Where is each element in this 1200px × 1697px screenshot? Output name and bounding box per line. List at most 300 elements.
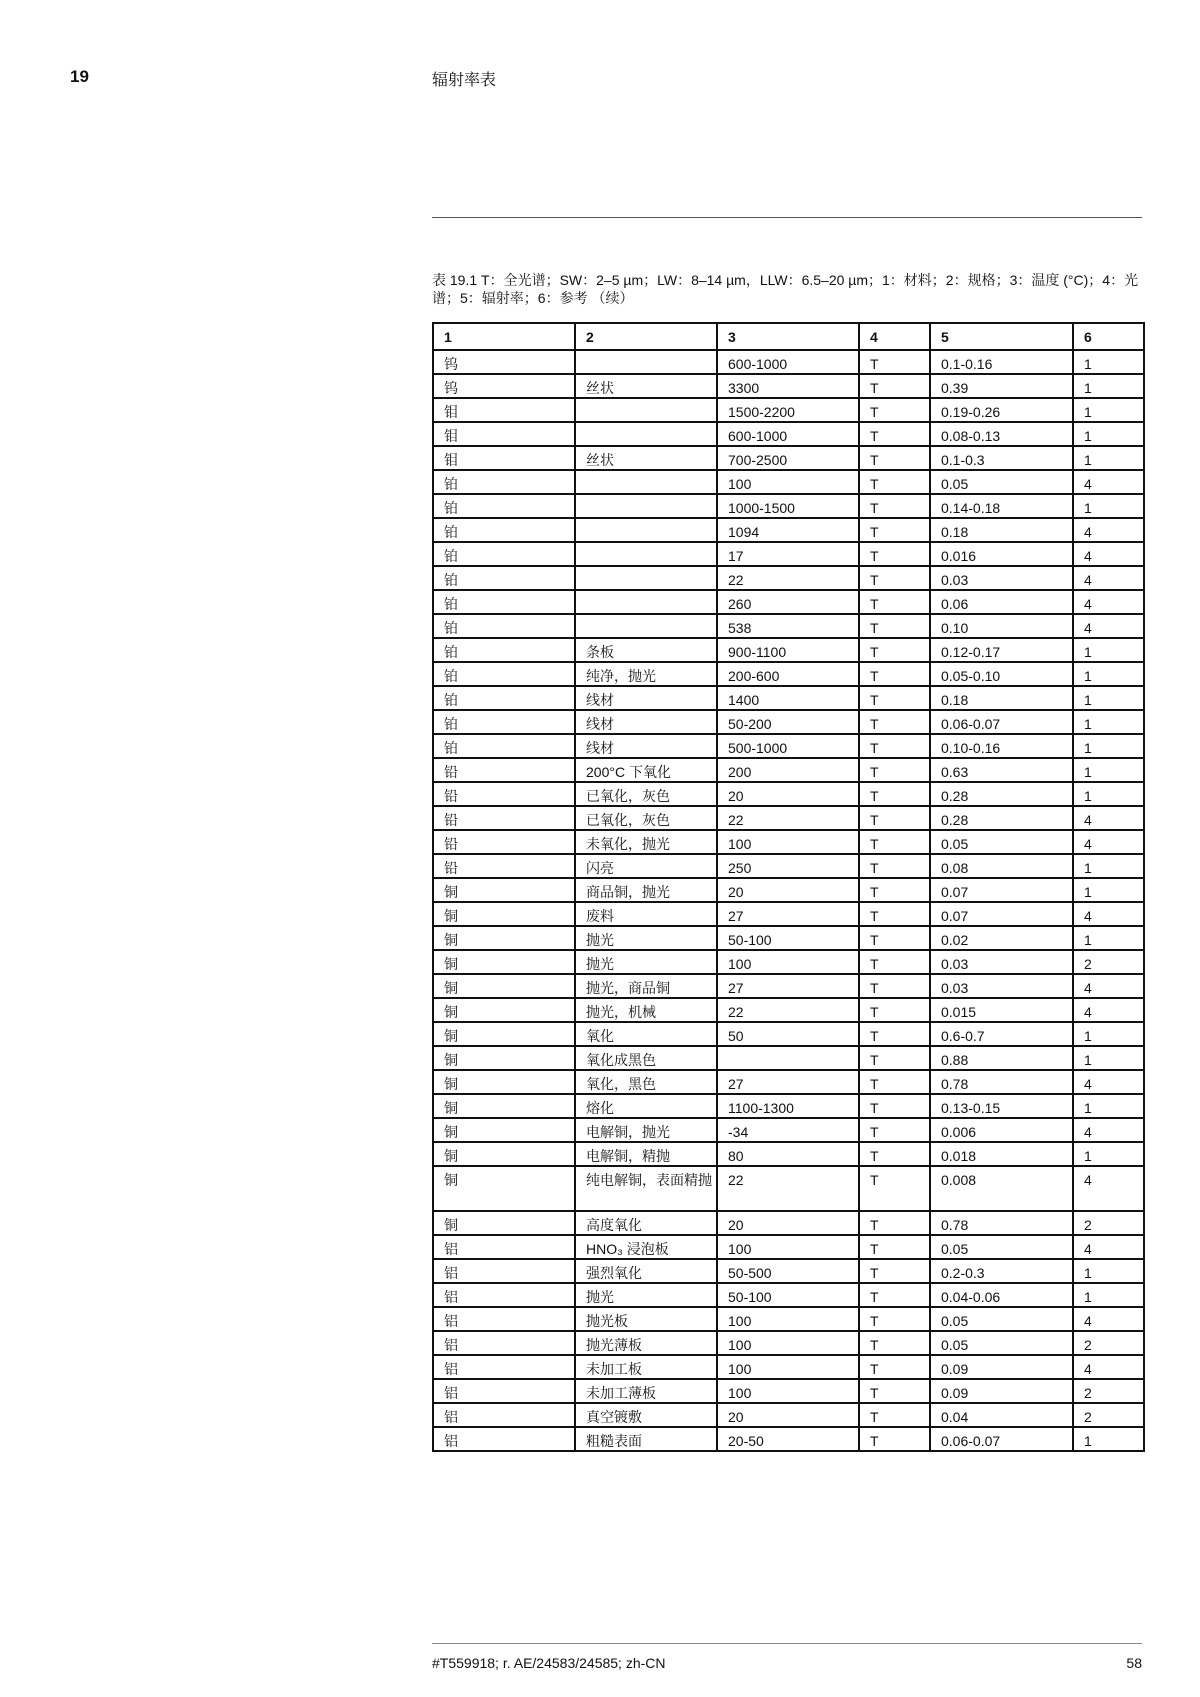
cell-temperature: 100 (717, 470, 859, 494)
cell-spec: 真空镀敷 (575, 1403, 717, 1427)
cell-spec: 已氧化，灰色 (575, 782, 717, 806)
cell-spectrum: T (859, 1118, 930, 1142)
cell-reference: 1 (1073, 350, 1144, 374)
table-row (433, 590, 1144, 614)
cell-spectrum: T (859, 830, 930, 854)
cell-reference: 4 (1073, 974, 1144, 998)
table-row (433, 950, 1144, 974)
table-row (433, 374, 1144, 398)
cell-temperature: 600-1000 (717, 422, 859, 446)
cell-temperature: 27 (717, 974, 859, 998)
cell-reference: 1 (1073, 494, 1144, 518)
cell-material: 铜 (433, 998, 575, 1022)
cell-material: 铝 (433, 1379, 575, 1403)
cell-material: 铜 (433, 1142, 575, 1166)
cell-material: 铅 (433, 782, 575, 806)
cell-emissivity: 0.6-0.7 (930, 1022, 1073, 1046)
cell-material: 铜 (433, 1046, 575, 1070)
cell-emissivity: 0.09 (930, 1379, 1073, 1403)
table-caption: 表 19.1 T：全光谱；SW：2–5 µm；LW：8–14 µm，LLW：6.5–20 µm；1：材料；2：规格；3：温度 (°C)；4：光谱；5：辐射率；6：参考 （续） (432, 272, 1139, 306)
table-row (433, 1022, 1144, 1046)
cell-material: 铂 (433, 662, 575, 686)
cell-material: 铅 (433, 854, 575, 878)
table-row (433, 1307, 1144, 1331)
cell-temperature: 100 (717, 1307, 859, 1331)
cell-emissivity: 0.04-0.06 (930, 1283, 1073, 1307)
table-row (433, 398, 1144, 422)
cell-reference: 1 (1073, 1427, 1144, 1451)
cell-reference: 4 (1073, 590, 1144, 614)
cell-spectrum: T (859, 1166, 930, 1211)
cell-temperature: 500-1000 (717, 734, 859, 758)
cell-material: 铜 (433, 1211, 575, 1235)
cell-emissivity: 0.18 (930, 686, 1073, 710)
cell-emissivity: 0.06-0.07 (930, 1427, 1073, 1451)
cell-temperature: 100 (717, 950, 859, 974)
table-row (433, 1427, 1144, 1451)
cell-reference: 1 (1073, 398, 1144, 422)
cell-spectrum: T (859, 446, 930, 470)
cell-spec (575, 422, 717, 446)
cell-emissivity: 0.10 (930, 614, 1073, 638)
cell-spec: 闪亮 (575, 854, 717, 878)
cell-material: 铜 (433, 1022, 575, 1046)
table-row (433, 614, 1144, 638)
table-body (433, 350, 1144, 1451)
column-header-material: 1 (433, 323, 575, 350)
table-row (433, 998, 1144, 1022)
cell-temperature: 17 (717, 542, 859, 566)
cell-spec: 熔化 (575, 1094, 717, 1118)
table-row (433, 1070, 1144, 1094)
cell-material: 铝 (433, 1331, 575, 1355)
cell-spec: 线材 (575, 686, 717, 710)
cell-temperature: 27 (717, 1070, 859, 1094)
chapter-title: 辐射率表 (432, 72, 497, 89)
cell-reference: 4 (1073, 614, 1144, 638)
cell-spectrum: T (859, 422, 930, 446)
cell-temperature: 22 (717, 566, 859, 590)
column-header-spec: 2 (575, 323, 717, 350)
cell-spec: 抛光 (575, 926, 717, 950)
table-row (433, 1403, 1144, 1427)
top-rule (432, 217, 1142, 218)
cell-reference: 1 (1073, 446, 1144, 470)
cell-reference: 1 (1073, 710, 1144, 734)
cell-material: 铜 (433, 926, 575, 950)
cell-material: 铝 (433, 1403, 575, 1427)
cell-reference: 2 (1073, 1403, 1144, 1427)
chapter-number: 19 (70, 67, 89, 86)
table-row (433, 734, 1144, 758)
table-row (433, 1046, 1144, 1070)
cell-reference: 4 (1073, 1235, 1144, 1259)
cell-spectrum: T (859, 926, 930, 950)
footer-doc-id: #T559918; r. AE/24583/24585; zh-CN (432, 1655, 666, 1671)
cell-reference: 1 (1073, 1046, 1144, 1070)
cell-spec (575, 566, 717, 590)
cell-spec: 抛光，商品铜 (575, 974, 717, 998)
cell-temperature: 22 (717, 998, 859, 1022)
cell-emissivity: 0.05-0.10 (930, 662, 1073, 686)
cell-emissivity: 0.2-0.3 (930, 1259, 1073, 1283)
cell-temperature: 200-600 (717, 662, 859, 686)
cell-reference: 4 (1073, 1166, 1144, 1211)
table-row (433, 1094, 1144, 1118)
cell-temperature: 1400 (717, 686, 859, 710)
cell-reference: 1 (1073, 1259, 1144, 1283)
cell-spectrum: T (859, 518, 930, 542)
cell-spectrum: T (859, 1259, 930, 1283)
cell-spectrum: T (859, 1046, 930, 1070)
cell-spec (575, 518, 717, 542)
cell-spectrum: T (859, 854, 930, 878)
table-row (433, 710, 1144, 734)
cell-temperature: 100 (717, 1355, 859, 1379)
cell-material: 铝 (433, 1427, 575, 1451)
cell-temperature: 600-1000 (717, 350, 859, 374)
cell-temperature: 3300 (717, 374, 859, 398)
cell-emissivity: 0.03 (930, 566, 1073, 590)
cell-spectrum: T (859, 1235, 930, 1259)
cell-emissivity: 0.28 (930, 782, 1073, 806)
cell-spec: 废料 (575, 902, 717, 926)
cell-reference: 1 (1073, 638, 1144, 662)
table-row (433, 1166, 1144, 1211)
cell-emissivity: 0.39 (930, 374, 1073, 398)
cell-spectrum: T (859, 494, 930, 518)
cell-reference: 1 (1073, 854, 1144, 878)
cell-temperature: 50 (717, 1022, 859, 1046)
cell-spec (575, 470, 717, 494)
cell-reference: 2 (1073, 1379, 1144, 1403)
table-row (433, 470, 1144, 494)
cell-emissivity: 0.06-0.07 (930, 710, 1073, 734)
cell-temperature: 22 (717, 1166, 859, 1211)
table-row (433, 422, 1144, 446)
cell-material: 铂 (433, 686, 575, 710)
cell-emissivity: 0.08-0.13 (930, 422, 1073, 446)
cell-reference: 1 (1073, 686, 1144, 710)
cell-spec: 抛光板 (575, 1307, 717, 1331)
cell-emissivity: 0.015 (930, 998, 1073, 1022)
cell-temperature: 900-1100 (717, 638, 859, 662)
table-row (433, 1283, 1144, 1307)
cell-temperature: 50-500 (717, 1259, 859, 1283)
cell-material: 钨 (433, 374, 575, 398)
cell-spectrum: T (859, 1379, 930, 1403)
table-row (433, 1259, 1144, 1283)
cell-spectrum: T (859, 1355, 930, 1379)
cell-spectrum: T (859, 350, 930, 374)
cell-material: 铝 (433, 1235, 575, 1259)
cell-temperature: 20 (717, 782, 859, 806)
cell-spec: 未加工薄板 (575, 1379, 717, 1403)
cell-spec (575, 398, 717, 422)
cell-spectrum: T (859, 614, 930, 638)
cell-emissivity: 0.016 (930, 542, 1073, 566)
cell-material: 铝 (433, 1259, 575, 1283)
cell-spec (575, 350, 717, 374)
cell-material: 铜 (433, 1070, 575, 1094)
cell-emissivity: 0.14-0.18 (930, 494, 1073, 518)
cell-spec: 抛光 (575, 1283, 717, 1307)
cell-material: 铂 (433, 470, 575, 494)
cell-spec: 高度氧化 (575, 1211, 717, 1235)
cell-reference: 4 (1073, 1070, 1144, 1094)
cell-emissivity: 0.19-0.26 (930, 398, 1073, 422)
cell-reference: 1 (1073, 662, 1144, 686)
cell-temperature: 700-2500 (717, 446, 859, 470)
cell-emissivity: 0.05 (930, 1331, 1073, 1355)
cell-temperature: 20-50 (717, 1427, 859, 1451)
page-number: 58 (1126, 1655, 1142, 1671)
cell-temperature: -34 (717, 1118, 859, 1142)
cell-emissivity: 0.05 (930, 1235, 1073, 1259)
table-row (433, 806, 1144, 830)
cell-spectrum: T (859, 950, 930, 974)
cell-emissivity: 0.04 (930, 1403, 1073, 1427)
cell-reference: 4 (1073, 542, 1144, 566)
cell-temperature: 20 (717, 878, 859, 902)
cell-temperature: 1100-1300 (717, 1094, 859, 1118)
cell-material: 铜 (433, 950, 575, 974)
cell-temperature: 260 (717, 590, 859, 614)
cell-reference: 2 (1073, 1331, 1144, 1355)
cell-temperature: 50-100 (717, 926, 859, 950)
cell-reference: 4 (1073, 1307, 1144, 1331)
table-row (433, 830, 1144, 854)
cell-reference: 4 (1073, 830, 1144, 854)
cell-reference: 4 (1073, 902, 1144, 926)
table-row (433, 542, 1144, 566)
cell-spectrum: T (859, 1211, 930, 1235)
cell-material: 铅 (433, 806, 575, 830)
cell-reference: 1 (1073, 926, 1144, 950)
cell-temperature: 538 (717, 614, 859, 638)
cell-spectrum: T (859, 1307, 930, 1331)
table-row (433, 518, 1144, 542)
cell-spectrum: T (859, 974, 930, 998)
cell-spec: 已氧化，灰色 (575, 806, 717, 830)
cell-reference: 4 (1073, 806, 1144, 830)
table-row (433, 878, 1144, 902)
cell-spectrum: T (859, 398, 930, 422)
cell-spec: 线材 (575, 734, 717, 758)
table-row (433, 686, 1144, 710)
cell-emissivity: 0.03 (930, 974, 1073, 998)
column-header-spectrum: 4 (859, 323, 930, 350)
cell-emissivity: 0.78 (930, 1070, 1073, 1094)
cell-emissivity: 0.06 (930, 590, 1073, 614)
cell-spectrum: T (859, 470, 930, 494)
cell-temperature: 200 (717, 758, 859, 782)
cell-spectrum: T (859, 1403, 930, 1427)
cell-reference: 4 (1073, 470, 1144, 494)
cell-reference: 4 (1073, 518, 1144, 542)
cell-spectrum: T (859, 1331, 930, 1355)
cell-material: 铝 (433, 1283, 575, 1307)
cell-emissivity: 0.13-0.15 (930, 1094, 1073, 1118)
cell-spec: 纯电解铜，表面精抛 (575, 1166, 717, 1211)
cell-emissivity: 0.10-0.16 (930, 734, 1073, 758)
cell-spec: 氧化成黑色 (575, 1046, 717, 1070)
cell-material: 钨 (433, 350, 575, 374)
table-row (433, 1379, 1144, 1403)
cell-emissivity: 0.08 (930, 854, 1073, 878)
cell-reference: 2 (1073, 950, 1144, 974)
cell-material: 铂 (433, 542, 575, 566)
cell-emissivity: 0.1-0.3 (930, 446, 1073, 470)
cell-reference: 1 (1073, 422, 1144, 446)
table-header-row (433, 323, 1144, 350)
cell-spectrum: T (859, 1070, 930, 1094)
cell-reference: 1 (1073, 758, 1144, 782)
cell-reference: 1 (1073, 734, 1144, 758)
cell-emissivity: 0.05 (930, 1307, 1073, 1331)
cell-emissivity: 0.07 (930, 902, 1073, 926)
cell-spec: 氧化，黑色 (575, 1070, 717, 1094)
cell-reference: 1 (1073, 374, 1144, 398)
table-row (433, 1235, 1144, 1259)
cell-material: 铂 (433, 590, 575, 614)
cell-material: 铅 (433, 830, 575, 854)
cell-spec: 条板 (575, 638, 717, 662)
cell-spec: 未氧化，抛光 (575, 830, 717, 854)
cell-material: 铅 (433, 758, 575, 782)
cell-temperature: 22 (717, 806, 859, 830)
cell-reference: 4 (1073, 998, 1144, 1022)
cell-reference: 1 (1073, 878, 1144, 902)
cell-emissivity: 0.02 (930, 926, 1073, 950)
table-row (433, 1331, 1144, 1355)
table-row (433, 1355, 1144, 1379)
cell-spec: 商品铜，抛光 (575, 878, 717, 902)
cell-spectrum: T (859, 590, 930, 614)
cell-spec: 未加工板 (575, 1355, 717, 1379)
cell-material: 钼 (433, 398, 575, 422)
cell-spec (575, 542, 717, 566)
cell-spectrum: T (859, 878, 930, 902)
cell-spectrum: T (859, 782, 930, 806)
cell-temperature: 80 (717, 1142, 859, 1166)
bottom-rule (432, 1643, 1142, 1644)
cell-spectrum: T (859, 662, 930, 686)
cell-material: 铂 (433, 494, 575, 518)
cell-temperature: 50-200 (717, 710, 859, 734)
cell-spectrum: T (859, 1142, 930, 1166)
cell-spectrum: T (859, 758, 930, 782)
cell-emissivity: 0.12-0.17 (930, 638, 1073, 662)
cell-material: 铝 (433, 1307, 575, 1331)
cell-emissivity: 0.07 (930, 878, 1073, 902)
table-row (433, 446, 1144, 470)
table-row (433, 566, 1144, 590)
cell-temperature: 250 (717, 854, 859, 878)
cell-spec: 抛光，机械 (575, 998, 717, 1022)
cell-spectrum: T (859, 1022, 930, 1046)
emissivity-table (432, 322, 1145, 1452)
cell-spec: 电解铜，精抛 (575, 1142, 717, 1166)
column-header-reference: 6 (1073, 323, 1144, 350)
cell-temperature: 1500-2200 (717, 398, 859, 422)
cell-emissivity: 0.05 (930, 830, 1073, 854)
cell-material: 铝 (433, 1355, 575, 1379)
table-row (433, 1211, 1144, 1235)
cell-emissivity: 0.1-0.16 (930, 350, 1073, 374)
cell-emissivity: 0.03 (930, 950, 1073, 974)
cell-emissivity: 0.18 (930, 518, 1073, 542)
cell-spectrum: T (859, 806, 930, 830)
cell-reference: 1 (1073, 1094, 1144, 1118)
cell-reference: 1 (1073, 782, 1144, 806)
cell-material: 钼 (433, 422, 575, 446)
cell-temperature: 100 (717, 1235, 859, 1259)
column-header-emissivity: 5 (930, 323, 1073, 350)
cell-reference: 1 (1073, 1283, 1144, 1307)
cell-spectrum: T (859, 1283, 930, 1307)
cell-spectrum: T (859, 686, 930, 710)
cell-reference: 4 (1073, 1355, 1144, 1379)
cell-reference: 1 (1073, 1142, 1144, 1166)
cell-material: 铜 (433, 1094, 575, 1118)
cell-reference: 4 (1073, 566, 1144, 590)
cell-spec: 粗糙表面 (575, 1427, 717, 1451)
cell-temperature: 100 (717, 830, 859, 854)
table-row (433, 974, 1144, 998)
cell-temperature: 27 (717, 902, 859, 926)
cell-reference: 1 (1073, 1022, 1144, 1046)
cell-emissivity: 0.63 (930, 758, 1073, 782)
table-row (433, 1142, 1144, 1166)
cell-spectrum: T (859, 566, 930, 590)
cell-temperature: 1000-1500 (717, 494, 859, 518)
table-row (433, 926, 1144, 950)
cell-emissivity: 0.09 (930, 1355, 1073, 1379)
cell-material: 铂 (433, 710, 575, 734)
cell-spec (575, 494, 717, 518)
cell-emissivity: 0.28 (930, 806, 1073, 830)
cell-spectrum: T (859, 1427, 930, 1451)
cell-spectrum: T (859, 902, 930, 926)
cell-reference: 4 (1073, 1118, 1144, 1142)
table-row (433, 782, 1144, 806)
table-row (433, 662, 1144, 686)
table-row (433, 350, 1144, 374)
cell-material: 铂 (433, 638, 575, 662)
table-row (433, 494, 1144, 518)
cell-material: 钼 (433, 446, 575, 470)
cell-spectrum: T (859, 710, 930, 734)
cell-emissivity: 0.008 (930, 1166, 1073, 1211)
cell-temperature: 1094 (717, 518, 859, 542)
cell-emissivity: 0.78 (930, 1211, 1073, 1235)
table-row (433, 902, 1144, 926)
cell-spec (575, 590, 717, 614)
cell-emissivity: 0.006 (930, 1118, 1073, 1142)
cell-material: 铜 (433, 878, 575, 902)
cell-spectrum: T (859, 734, 930, 758)
table-row (433, 758, 1144, 782)
cell-material: 铜 (433, 974, 575, 998)
column-header-temperature: 3 (717, 323, 859, 350)
cell-material: 铂 (433, 566, 575, 590)
cell-spec: 丝状 (575, 446, 717, 470)
cell-spec: 丝状 (575, 374, 717, 398)
cell-temperature: 20 (717, 1403, 859, 1427)
cell-material: 铂 (433, 518, 575, 542)
cell-spectrum: T (859, 374, 930, 398)
